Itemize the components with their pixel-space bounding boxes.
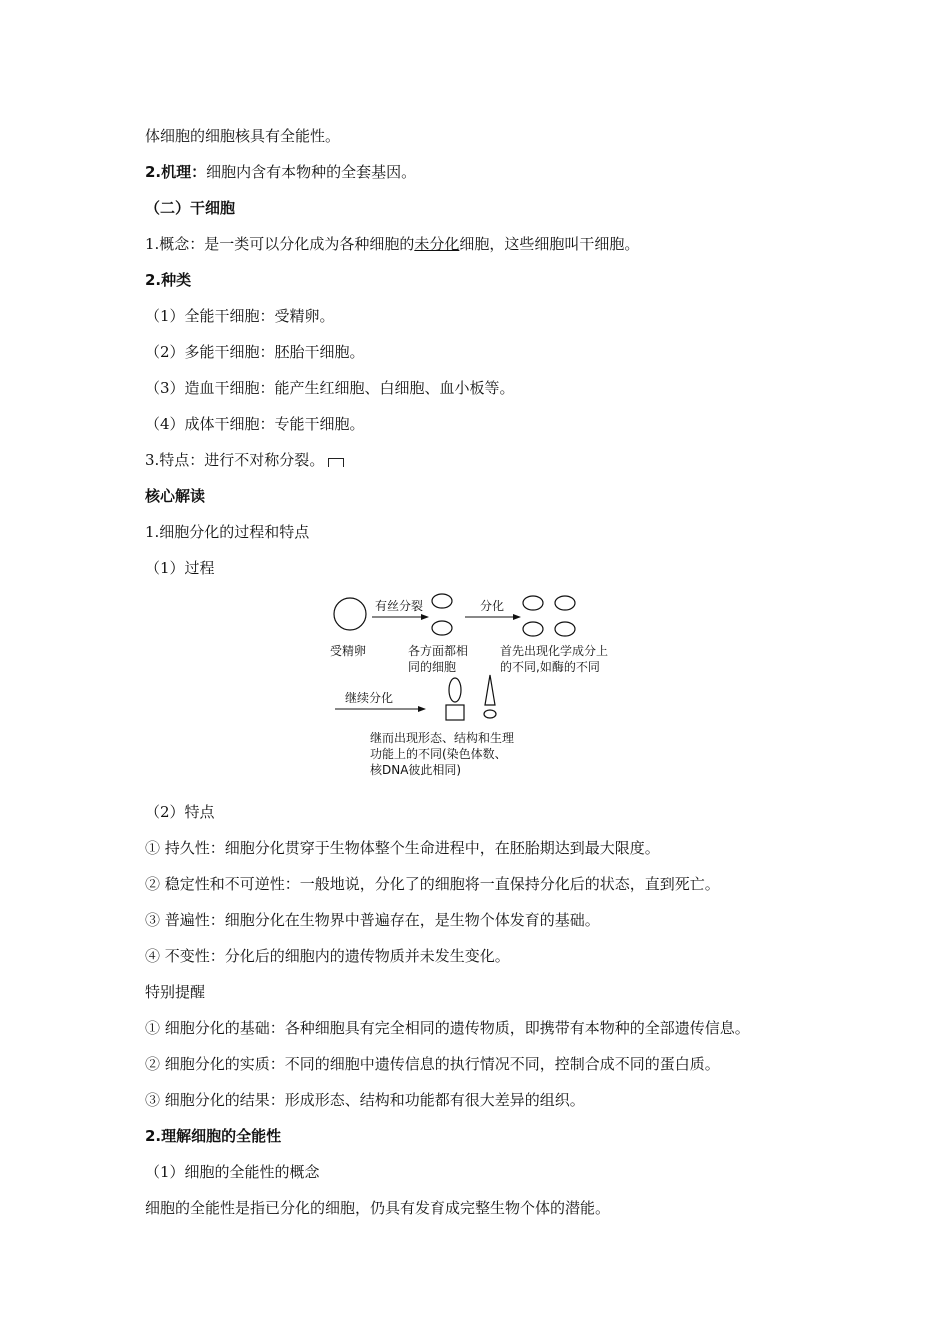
type-item-1: （1）全能干细胞：受精卵。 — [145, 307, 335, 325]
bracket-mark-icon — [328, 458, 344, 467]
identical-cell-icon — [432, 621, 452, 635]
core-reading-heading: 核心解读 — [145, 487, 206, 505]
reminder-item-2: ② 细胞分化的实质：不同的细胞中遗传信息的执行情况不同，控制合成不同的蛋白质。 — [145, 1055, 720, 1073]
cell-differentiation-diagram — [320, 590, 640, 790]
trait-item-3: ③ 普遍性：细胞分化在生物界中普遍存在，是生物个体发育的基础。 — [145, 911, 600, 929]
totipotency-definition: 细胞的全能性是指已分化的细胞，仍具有发育成完整生物个体的潜能。 — [145, 1199, 611, 1217]
traits-heading: （2）特点 — [145, 803, 215, 821]
label-chem-1: 首先出现化学成分上 — [500, 644, 609, 658]
label-final-2: 功能上的不同(染色体数、 — [370, 747, 507, 761]
section-stem-cells-title: （二）干细胞 — [145, 199, 236, 217]
features-line — [145, 450, 344, 470]
cell-icon — [555, 596, 575, 610]
mechanism-text: 细胞内含有本物种的全套基因。 — [206, 163, 417, 181]
trait-item-1: ① 持久性：细胞分化贯穿于生物体整个生命进程中，在胚胎期达到最大限度。 — [145, 839, 660, 857]
arrow-label-mitosis: 有丝分裂 — [375, 599, 424, 613]
cell-icon — [523, 622, 543, 636]
elongated-cell-icon — [449, 678, 461, 702]
process-heading: （1）过程 — [145, 559, 215, 577]
mechanism-heading: 2.机理： — [145, 163, 207, 181]
text-line-1: 体细胞的细胞核具有全能性。 — [145, 127, 341, 145]
concept-text-a: 1.概念：是一类可以分化成为各种细胞的 — [145, 235, 415, 253]
features-text: 3.特点：进行不对称分裂。 — [145, 451, 325, 469]
arrow-label-differentiation: 分化 — [480, 599, 505, 613]
types-heading: 2.种类 — [145, 271, 192, 289]
label-final-3: 核DNA彼此相同) — [370, 763, 462, 777]
cell-icon — [523, 596, 543, 610]
totipotency-heading: 2.理解细胞的全能性 — [145, 1127, 282, 1145]
label-zygote: 受精卵 — [330, 644, 367, 658]
label-same-2: 同的细胞 — [408, 660, 457, 674]
trait-item-4: ④ 不变性：分化后的细胞内的遗传物质并未发生变化。 — [145, 947, 510, 965]
cone-cell-icon — [485, 675, 495, 705]
trait-item-2: ② 稳定性和不可逆性：一般地说，分化了的细胞将一直保持分化后的状态，直到死亡。 — [145, 875, 720, 893]
totipotency-concept-heading: （1）细胞的全能性的概念 — [145, 1163, 320, 1181]
reminder-item-1: ① 细胞分化的基础：各种细胞具有完全相同的遗传物质，即携带有本物种的全部遗传信息。 — [145, 1019, 750, 1037]
label-same-1: 各方面都相 — [408, 644, 469, 658]
concept-text-b: 细胞，这些细胞叫干细胞。 — [459, 235, 640, 253]
type-item-3: （3）造血干细胞：能产生红细胞、白细胞、血小板等。 — [145, 379, 515, 397]
reminder-item-3: ③ 细胞分化的结果：形成形态、结构和功能都有很大差异的组织。 — [145, 1091, 585, 1109]
type-item-4: （4）成体干细胞：专能干细胞。 — [145, 415, 365, 433]
square-cell-icon — [446, 705, 464, 720]
type-item-2: （2）多能干细胞：胚胎干细胞。 — [145, 343, 365, 361]
small-cell-icon — [484, 710, 496, 718]
cell-icon — [555, 622, 575, 636]
special-reminder-heading: 特别提醒 — [145, 983, 206, 1001]
arrow-label-continue: 继续分化 — [345, 691, 394, 705]
label-chem-2: 的不同,如酶的不同 — [500, 660, 600, 674]
text-line-2 — [145, 162, 416, 182]
concept-underlined: 未分化 — [414, 235, 460, 253]
differentiation-heading: 1.细胞分化的过程和特点 — [145, 523, 310, 541]
text-line-concept — [145, 234, 639, 254]
zygote-cell-icon — [334, 598, 366, 630]
identical-cell-icon — [432, 594, 452, 608]
label-final-1: 继而出现形态、结构和生理 — [370, 731, 515, 745]
